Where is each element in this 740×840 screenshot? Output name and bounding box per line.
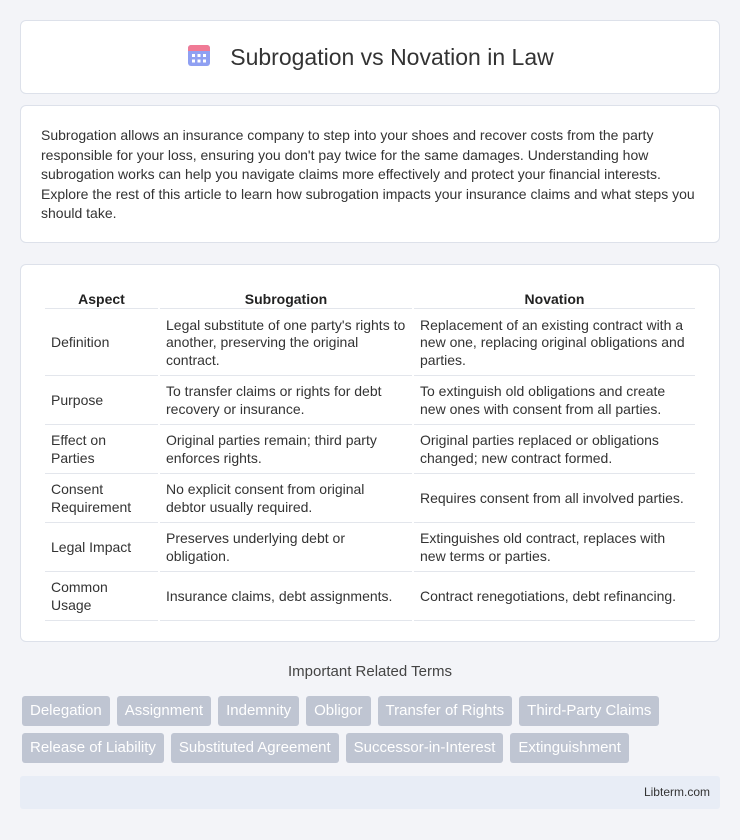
table-cell: Consent Requirement — [45, 476, 158, 523]
table-cell: Legal Impact — [45, 525, 158, 572]
chip-row — [22, 696, 722, 726]
intro-card — [20, 105, 720, 243]
term-chip-delegation[interactable]: Delegation — [22, 696, 110, 726]
table-cell: Effect on Parties — [45, 427, 158, 474]
page-title: Subrogation vs Novation in Law — [230, 43, 554, 70]
chip-row — [22, 733, 722, 763]
table-cell: Extinguishes old contract, replaces with new terms or parties. — [414, 525, 695, 572]
term-chip-successor-in-interest[interactable]: Successor-in-Interest — [346, 733, 504, 763]
table-cell: No explicit consent from original debtor usually required. — [160, 476, 412, 523]
header-novation: Novation — [414, 289, 695, 309]
table-cell: Definition — [45, 311, 158, 376]
table-cell: Replacement of an existing contract with a new one, replacing original obligations and parties. — [414, 311, 695, 376]
footer — [20, 776, 720, 809]
table-row — [45, 427, 695, 474]
term-chip-obligor[interactable]: Obligor — [306, 696, 370, 726]
term-chip-assignment[interactable]: Assignment — [117, 696, 211, 726]
table-cell: Common Usage — [45, 574, 158, 621]
calendar-grid-icon — [186, 42, 212, 73]
table-cell: Contract renegotiations, debt refinancing. — [414, 574, 695, 621]
table-row — [45, 525, 695, 572]
header-subrogation: Subrogation — [160, 289, 412, 309]
table-cell: To extinguish old obligations and create new ones with consent from all parties. — [414, 378, 695, 425]
term-chip-substituted-agreement[interactable]: Substituted Agreement — [171, 733, 339, 763]
title-wrap — [186, 42, 553, 73]
term-chip-extinguishment[interactable]: Extinguishment — [510, 733, 629, 763]
table-cell: To transfer claims or rights for debt recovery or insurance. — [160, 378, 412, 425]
intro-paragraph: Subrogation allows an insurance company to step into your shoes and recover costs from the party responsible for your loss, ensuring you don't pay twice for the same damages. Understanding how subrogation works can help you navigate claims more effectively and protect your financial interests. Explore the rest of this article to learn how subrogation impacts your insurance claims and what steps you should take. — [41, 127, 695, 222]
term-chip-indemnity[interactable]: Indemnity — [218, 696, 299, 726]
term-chip-third-party-claims[interactable]: Third-Party Claims — [519, 696, 659, 726]
table-cell: Original parties remain; third party enforces rights. — [160, 427, 412, 474]
table-cell: Purpose — [45, 378, 158, 425]
comparison-table-card — [20, 264, 720, 642]
header-aspect: Aspect — [45, 289, 158, 309]
table-row — [45, 311, 695, 376]
table-row — [45, 476, 695, 523]
term-chip-transfer-of-rights[interactable]: Transfer of Rights — [378, 696, 513, 726]
table-row — [45, 574, 695, 621]
header-card — [20, 20, 720, 94]
comparison-table — [43, 287, 697, 623]
table-cell: Legal substitute of one party's rights to another, preserving the original contract. — [160, 311, 412, 376]
table-cell: Preserves underlying debt or obligation. — [160, 525, 412, 572]
table-header-row — [45, 289, 695, 309]
table-cell: Original parties replaced or obligations changed; new contract formed. — [414, 427, 695, 474]
term-chip-release-of-liability[interactable]: Release of Liability — [22, 733, 164, 763]
table-row — [45, 378, 695, 425]
table-cell: Requires consent from all involved parties. — [414, 476, 695, 523]
related-terms — [22, 696, 722, 770]
table-cell: Insurance claims, debt assignments. — [160, 574, 412, 621]
related-terms-title: Important Related Terms — [288, 663, 452, 680]
footer-site-link[interactable]: Libterm.com — [643, 785, 710, 799]
